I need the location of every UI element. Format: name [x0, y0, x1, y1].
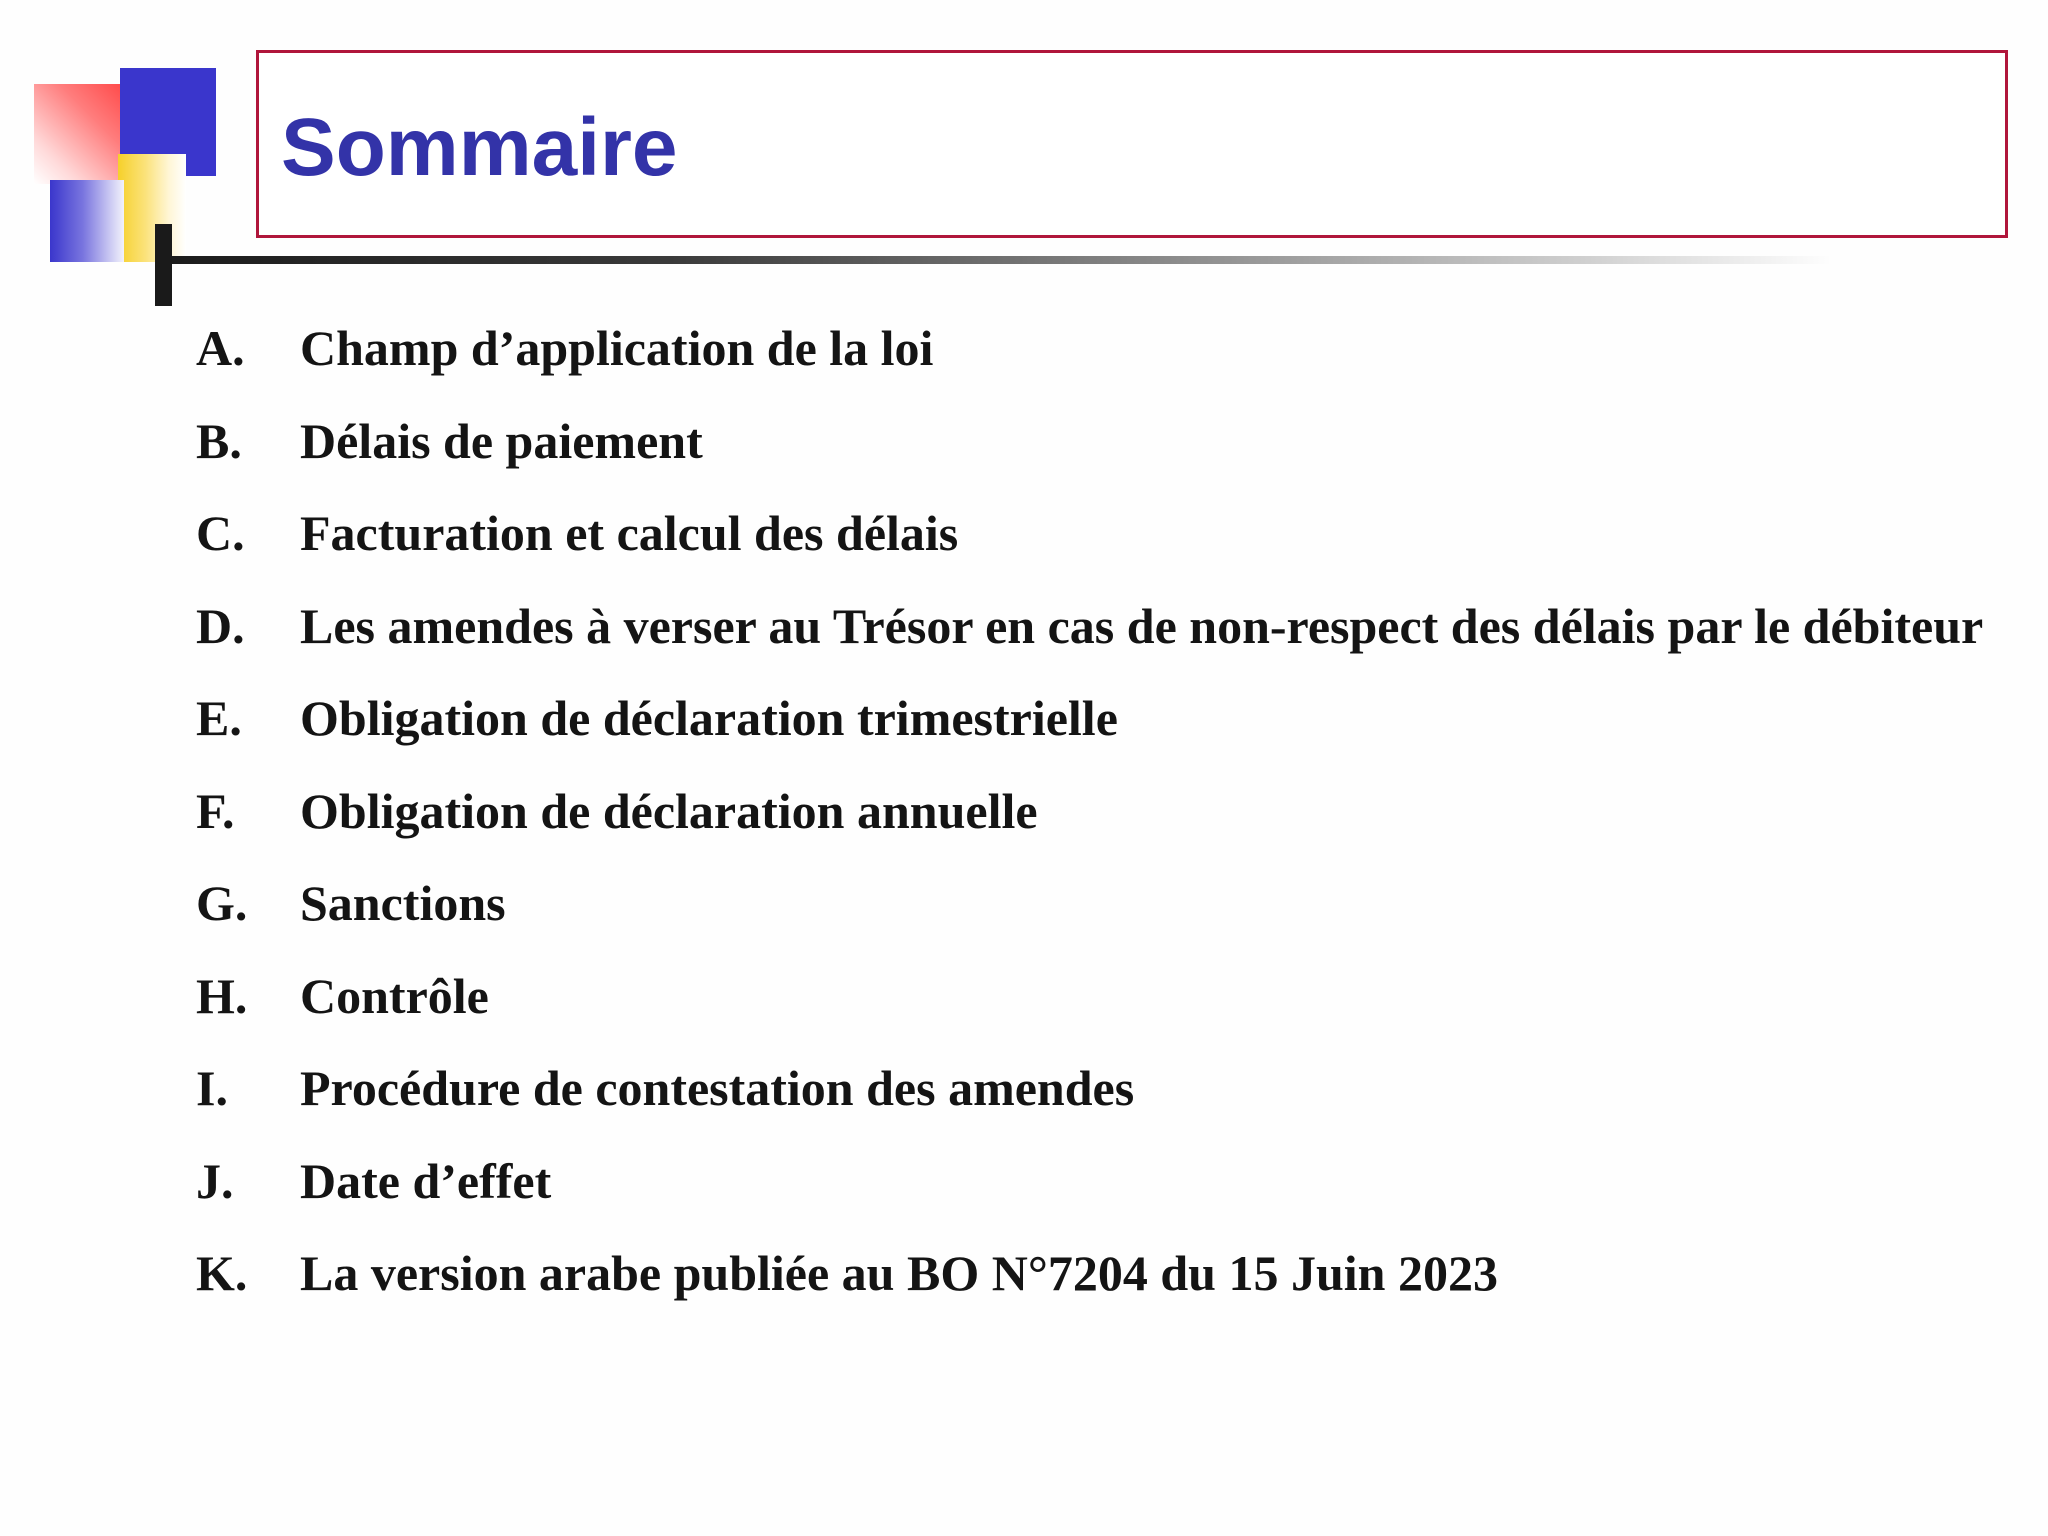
toc-text: Date d’effet — [300, 1152, 552, 1209]
toc-text: Procédure de contestation des amendes — [300, 1060, 1135, 1116]
toc-letter: B. — [196, 412, 242, 469]
decorative-violet-square — [50, 180, 124, 262]
toc-text: La version arabe publiée au BO N°7204 du 15 Juin 2023 — [300, 1245, 1498, 1301]
toc-letter: J. — [196, 1152, 234, 1209]
slide-title: Sommaire — [281, 102, 678, 193]
toc-item-j — [196, 1135, 2016, 1228]
toc-letter: K. — [196, 1245, 248, 1301]
toc-item-a — [196, 302, 2016, 395]
toc-item-b — [196, 395, 2016, 488]
title-box — [256, 50, 2008, 238]
toc-item-h — [196, 950, 2016, 1043]
toc-text: Facturation et calcul des délais — [300, 505, 959, 561]
toc-item-g — [196, 857, 2016, 950]
toc-item-f — [196, 765, 2016, 858]
toc-item-d — [196, 580, 2016, 673]
toc-letter: C. — [196, 505, 245, 561]
toc-text: Obligation de déclaration trimestrielle — [300, 690, 1118, 746]
toc-text: Contrôle — [300, 967, 489, 1024]
table-of-contents — [196, 302, 2016, 1320]
toc-letter: D. — [196, 597, 245, 654]
decorative-yellow-square — [118, 154, 186, 262]
toc-item-c — [196, 487, 2016, 580]
toc-text: Sanctions — [300, 875, 506, 931]
toc-item-i — [196, 1042, 2016, 1135]
toc-item-e — [196, 672, 2016, 765]
header-rule — [172, 256, 1832, 264]
toc-text: Champ d’application de la loi — [300, 320, 934, 376]
decorative-vertical-bar — [155, 224, 172, 306]
toc-letter: G. — [196, 875, 248, 931]
toc-text: Les amendes à verser au Trésor en cas de non-respect des délais par le débiteur — [300, 597, 1984, 654]
toc-letter: H. — [196, 967, 248, 1024]
toc-item-k — [196, 1227, 2016, 1320]
toc-letter: E. — [196, 690, 242, 746]
toc-letter: A. — [196, 320, 245, 376]
toc-text: Délais de paiement — [300, 412, 703, 469]
toc-letter: F. — [196, 782, 235, 839]
toc-letter: I. — [196, 1060, 228, 1116]
toc-text: Obligation de déclaration annuelle — [300, 782, 1038, 839]
